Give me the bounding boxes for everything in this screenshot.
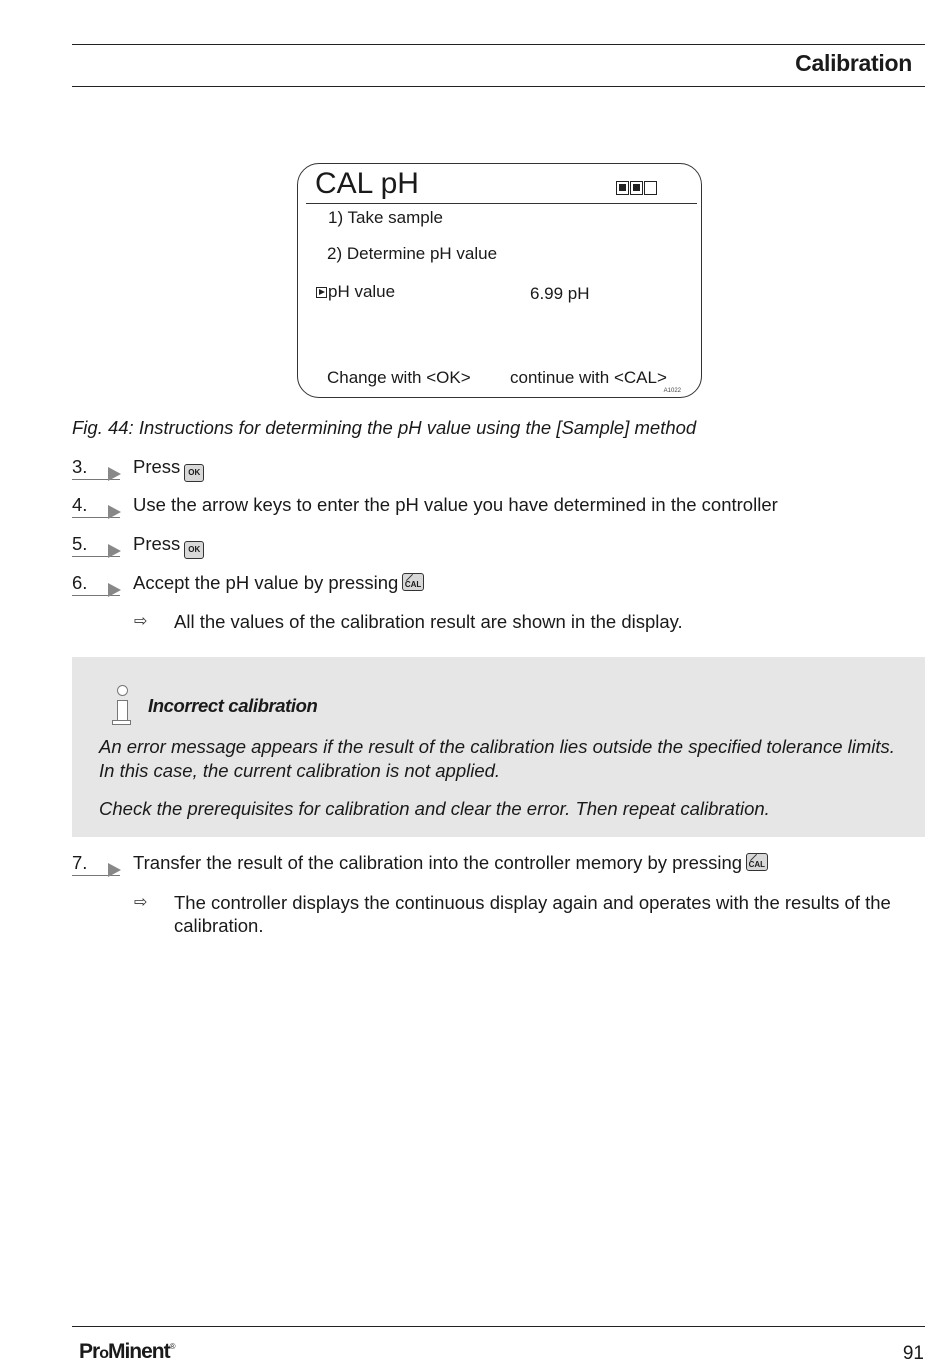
progress-square-empty-icon	[644, 181, 657, 195]
step-number: 3.	[72, 456, 120, 480]
display-title-divider	[306, 203, 697, 204]
step-number: 5.	[72, 533, 120, 557]
display-footer-left: Change with <OK>	[327, 368, 471, 387]
result-text: The controller displays the continuous display again and operates with the results of the calibration.	[174, 892, 891, 936]
note-paragraph-1: An error message appears if the result of the calibration lies outside the specified tolerance limits. In this case, the current calibration is not applied.	[99, 736, 895, 781]
note-paragraph-2: Check the prerequisites for calibration and clear the error. Then repeat calibration.	[99, 798, 770, 819]
ok-key-icon: OK	[184, 464, 204, 482]
step-number: 7.	[72, 852, 120, 876]
result-text: All the values of the calibration result are shown in the display.	[174, 611, 683, 632]
display-field-row	[316, 282, 395, 302]
figure-caption: Fig. 44: Instructions for determining the pH value using the [Sample] method	[72, 417, 697, 438]
ok-key-icon: OK	[184, 541, 204, 559]
step-text: Accept the pH value by pressing	[133, 572, 399, 593]
info-icon	[110, 685, 134, 727]
note-title: Incorrect calibration	[148, 695, 318, 716]
device-display	[297, 163, 702, 398]
display-footer-right: continue with <CAL>	[510, 368, 667, 387]
step-arrow-icon	[108, 544, 121, 558]
step-text: Press	[133, 533, 181, 554]
step-arrow-icon	[108, 505, 121, 519]
display-title: CAL pH	[315, 167, 419, 200]
result-arrow-icon: ⇨	[134, 613, 148, 630]
display-progress-icon	[616, 181, 658, 195]
step-number: 4.	[72, 494, 120, 518]
progress-square-filled-icon	[630, 181, 643, 195]
step-arrow-icon	[108, 467, 121, 481]
cal-key-icon: CAL	[746, 853, 768, 871]
footer-rule	[72, 1326, 925, 1327]
display-field-value: 6.99 pH	[530, 284, 590, 303]
step-text: Use the arrow keys to enter the pH value you have determined in the controller	[133, 494, 778, 515]
step-text: Transfer the result of the calibration into the controller memory by pressing	[133, 852, 743, 873]
prominent-logo: ProMinent®	[79, 1340, 176, 1363]
step-arrow-icon	[108, 583, 121, 597]
selection-marker-icon	[316, 287, 327, 298]
display-field-label: pH value	[328, 282, 396, 301]
result-arrow-icon: ⇨	[134, 894, 148, 911]
page-number: 91	[902, 1343, 924, 1364]
step-arrow-icon	[108, 863, 121, 877]
display-line-1: 1) Take sample	[328, 208, 443, 227]
display-line-2: 2) Determine pH value	[327, 244, 498, 263]
header-rule-top	[72, 44, 925, 45]
display-reference: A1022	[663, 388, 681, 394]
page-title: Calibration	[795, 50, 912, 76]
step-number: 6.	[72, 572, 120, 596]
cal-key-icon: CAL	[402, 573, 424, 591]
header-rule-bottom	[72, 86, 925, 87]
step-text: Press	[133, 456, 181, 477]
progress-square-filled-icon	[616, 181, 629, 195]
info-note	[72, 657, 925, 837]
